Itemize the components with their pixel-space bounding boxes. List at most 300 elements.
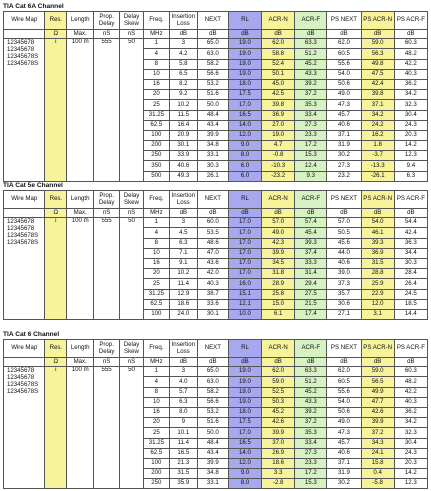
unit-cell-insertion-loss: dB (169, 209, 197, 218)
cell-freq: 10 (143, 248, 169, 258)
cell-acr-f: 27.5 (295, 289, 327, 299)
cell-acr-n: -0.8 (262, 151, 295, 161)
cell-ps-acr-n: 37.1 (361, 100, 394, 110)
cell-ps-acr-f: 32.3 (394, 428, 427, 438)
cell-rl: 18.0 (228, 407, 261, 417)
column-header-ps-acr-f: PS ACR-F (394, 340, 427, 358)
column-header-res: Res. (45, 340, 67, 358)
cell-ps-next: 62.0 (327, 367, 361, 377)
cell-freq: 62.5 (143, 120, 169, 130)
cell-insertion-loss: 16.4 (169, 120, 197, 130)
delay-skew-cell: 50 (120, 367, 144, 489)
cell-insertion-loss: 4.5 (169, 228, 197, 238)
cell-acr-n: 18.6 (262, 458, 295, 468)
cell-ps-acr-f: 30.4 (394, 110, 427, 120)
unit-cell-acr-f: dB (295, 358, 327, 367)
header-row (4, 191, 428, 209)
cell-ps-next: 47.3 (327, 100, 361, 110)
cell-rl: 8.0 (228, 151, 261, 161)
length-cell: 100 m (67, 218, 94, 320)
cell-next: 60.0 (197, 218, 228, 228)
cell-acr-n: 42.3 (262, 238, 295, 248)
cell-ps-acr-n: 34.2 (361, 110, 394, 120)
cell-acr-f: 15.3 (295, 151, 327, 161)
cell-ps-acr-n: 47.5 (361, 69, 394, 79)
column-header-acr-n: ACR-N (262, 191, 295, 209)
cell-acr-n: -10.3 (262, 161, 295, 171)
column-header-next: NEXT (197, 340, 228, 358)
unit-cell-ps-acr-f: dB (394, 358, 427, 367)
cell-next: 50.0 (197, 100, 228, 110)
cell-insertion-loss: 18.6 (169, 299, 197, 309)
cell-freq: 1 (143, 367, 169, 377)
cell-ps-next: 30.2 (327, 479, 361, 489)
cell-acr-f: 33.3 (295, 258, 327, 268)
cell-freq: 200 (143, 469, 169, 479)
res-cell: i (45, 367, 67, 489)
header-row (4, 12, 428, 30)
cell-acr-n: 36.9 (262, 110, 295, 120)
cell-rl: 19.0 (228, 387, 261, 397)
cell-freq: 16 (143, 258, 169, 268)
cell-ps-acr-f: 40.3 (394, 397, 427, 407)
wire-map-item: 12345678 (7, 225, 35, 233)
cell-acr-f: 43.3 (295, 69, 327, 79)
cell-ps-next: 50.6 (327, 407, 361, 417)
cell-acr-n: 52.4 (262, 59, 295, 69)
cell-acr-f: 37.4 (295, 248, 327, 258)
section-title: TIA Cat 6 Channel (3, 331, 60, 338)
cell-acr-n: -2.8 (262, 479, 295, 489)
cell-ps-acr-n: 54.0 (361, 218, 394, 228)
cell-acr-f: 23.3 (295, 130, 327, 140)
cell-acr-n: 39.8 (262, 100, 295, 110)
column-header-ps-next: PS NEXT (327, 340, 361, 358)
cell-rl: 8.0 (228, 479, 261, 489)
cell-insertion-loss: 4.0 (169, 377, 197, 387)
column-header-insertion-loss: Insertion Loss (169, 12, 197, 30)
cell-ps-next: 54.0 (327, 69, 361, 79)
column-header-ps-next: PS NEXT (327, 12, 361, 30)
cell-rl: 17.0 (228, 228, 261, 238)
unit-cell-ps-acr-n: dB (361, 30, 394, 39)
cell-rl: 19.0 (228, 39, 261, 49)
delay-skew-cell: 50 (120, 39, 144, 182)
wire-map-cell (4, 367, 45, 489)
cell-freq: 20 (143, 269, 169, 279)
cell-rl: 12.1 (228, 299, 261, 309)
section-title: TIA Cat 5e Channel (3, 182, 63, 189)
cell-freq: 1 (143, 39, 169, 49)
cell-ps-next: 45.7 (327, 438, 361, 448)
cell-ps-acr-f: 9.4 (394, 161, 427, 171)
cell-acr-f: 39.2 (295, 79, 327, 89)
cell-acr-f: 51.2 (295, 49, 327, 59)
cell-next: 43.4 (197, 120, 228, 130)
cell-ps-acr-f: 36.2 (394, 407, 427, 417)
column-header-insertion-loss: Insertion Loss (169, 340, 197, 358)
cell-acr-f: 9.3 (295, 171, 327, 181)
cell-ps-acr-n: 3.1 (361, 309, 394, 319)
cell-ps-next: 31.9 (327, 141, 361, 151)
cell-ps-acr-f: 30.3 (394, 258, 427, 268)
unit-cell-freq: MHz (143, 209, 169, 218)
cell-next: 30.1 (197, 309, 228, 319)
cell-ps-acr-n: 28.8 (361, 269, 394, 279)
cell-rl: 19.0 (228, 367, 261, 377)
wire-map-item: 12345678 (7, 374, 35, 382)
section-title: TIA Cat 6A Channel (3, 3, 64, 10)
unit-cell-ps-next: dB (327, 358, 361, 367)
unit-cell-res: Ω (45, 30, 67, 39)
cell-freq: 8 (143, 59, 169, 69)
cell-acr-n: 42.6 (262, 418, 295, 428)
unit-cell-length: Max. (67, 30, 94, 39)
column-header-ps-next: PS NEXT (327, 191, 361, 209)
cell-ps-next: 62.0 (327, 39, 361, 49)
cell-ps-next: 30.6 (327, 299, 361, 309)
cell-ps-next: 57.0 (327, 218, 361, 228)
spec-table (3, 190, 428, 320)
length-cell: 100 m (67, 367, 94, 489)
cell-insertion-loss: 3 (169, 39, 197, 49)
column-header-delay-skew: Delay Skew (120, 340, 144, 358)
cell-ps-acr-n: 56.3 (361, 49, 394, 59)
column-header-insertion-loss: Insertion Loss (169, 191, 197, 209)
cell-freq: 8 (143, 238, 169, 248)
cell-ps-acr-n: 15.8 (361, 458, 394, 468)
cell-acr-n: 28.9 (262, 279, 295, 289)
cell-freq: 16 (143, 79, 169, 89)
cell-rl: 17.0 (228, 258, 261, 268)
cell-acr-f: 39.2 (295, 407, 327, 417)
cell-acr-n: 50.1 (262, 69, 295, 79)
cell-acr-f: 37.2 (295, 418, 327, 428)
cell-acr-n: 25.8 (262, 289, 295, 299)
cell-ps-next: 23.2 (327, 171, 361, 181)
cell-freq: 16 (143, 407, 169, 417)
cell-ps-acr-n: 24.1 (361, 448, 394, 458)
cell-freq: 10 (143, 69, 169, 79)
unit-cell-ps-next: dB (327, 30, 361, 39)
cell-rl: 18.0 (228, 79, 261, 89)
cell-acr-n: 50.3 (262, 397, 295, 407)
column-header-res: Res. (45, 191, 67, 209)
cell-acr-n: 4.7 (262, 141, 295, 151)
cell-ps-next: 27.1 (327, 309, 361, 319)
cell-ps-acr-f: 40.3 (394, 69, 427, 79)
cell-ps-next: 40.6 (327, 448, 361, 458)
cell-ps-next: 55.6 (327, 387, 361, 397)
cell-insertion-loss: 35.9 (169, 479, 197, 489)
unit-cell-freq: MHz (143, 358, 169, 367)
cell-ps-next: 49.0 (327, 418, 361, 428)
cell-acr-f: 33.4 (295, 110, 327, 120)
unit-cell-length: Max. (67, 209, 94, 218)
cell-next: 30.3 (197, 161, 228, 171)
cell-freq: 100 (143, 309, 169, 319)
unit-cell-prop-delay: nS (94, 358, 120, 367)
cell-ps-acr-f: 36.2 (394, 79, 427, 89)
cell-insertion-loss: 5.7 (169, 387, 197, 397)
cell-ps-acr-f: 34.2 (394, 90, 427, 100)
cell-ps-acr-n: 25.9 (361, 279, 394, 289)
cell-acr-f: 63.3 (295, 367, 327, 377)
cell-ps-acr-f: 54.4 (394, 218, 427, 228)
cell-ps-next: 54.0 (327, 397, 361, 407)
length-cell: 100 m (67, 39, 94, 182)
cell-ps-acr-n: 49.9 (361, 387, 394, 397)
column-header-acr-f: ACR-F (295, 12, 327, 30)
cell-acr-n: -23.2 (262, 171, 295, 181)
cell-ps-next: 47.3 (327, 428, 361, 438)
cell-acr-f: 23.3 (295, 458, 327, 468)
wire-map-item: 12345678 (7, 218, 35, 226)
cell-ps-acr-f: 60.3 (394, 367, 427, 377)
table-row (4, 39, 428, 49)
table-section-cat6a (3, 3, 428, 182)
cell-ps-next: 39.0 (327, 269, 361, 279)
unit-cell-delay-skew: nS (120, 30, 144, 39)
cell-ps-acr-f: 20.3 (394, 130, 427, 140)
cell-ps-next: 37.1 (327, 458, 361, 468)
cell-acr-f: 29.4 (295, 279, 327, 289)
column-header-res: Res. (45, 12, 67, 30)
unit-cell-insertion-loss: dB (169, 358, 197, 367)
column-header-prop-delay: Prop. Delay (94, 12, 120, 30)
cell-acr-f: 17.4 (295, 309, 327, 319)
unit-cell-ps-next: dB (327, 209, 361, 218)
unit-cell-delay-skew: nS (120, 358, 144, 367)
cell-ps-acr-f: 42.4 (394, 228, 427, 238)
res-cell: i (45, 218, 67, 320)
cell-next: 56.6 (197, 397, 228, 407)
cell-next: 43.4 (197, 448, 228, 458)
table-section-cat6 (3, 331, 428, 489)
cell-insertion-loss: 4.2 (169, 49, 197, 59)
cell-insertion-loss: 16.5 (169, 448, 197, 458)
cell-rl: 19.0 (228, 59, 261, 69)
cell-rl: 9.0 (228, 141, 261, 151)
cell-freq: 20 (143, 90, 169, 100)
cell-rl: 17.0 (228, 428, 261, 438)
cell-acr-f: 35.3 (295, 100, 327, 110)
column-header-acr-f: ACR-F (295, 191, 327, 209)
cell-ps-acr-f: 36.3 (394, 238, 427, 248)
res-cell: i (45, 39, 67, 182)
cell-ps-acr-f: 24.3 (394, 120, 427, 130)
cell-freq: 4 (143, 228, 169, 238)
cell-acr-n: 49.0 (262, 228, 295, 238)
cell-acr-n: 15.0 (262, 299, 295, 309)
cell-ps-acr-f: 24.3 (394, 448, 427, 458)
column-header-rl: RL (228, 12, 261, 30)
cell-insertion-loss: 12.9 (169, 289, 197, 299)
cell-ps-next: 40.6 (327, 258, 361, 268)
spec-table (3, 339, 428, 489)
column-header-wire-map: Wire Map (4, 191, 45, 209)
cell-ps-acr-n: 46.1 (361, 228, 394, 238)
cell-ps-acr-f: 18.5 (394, 299, 427, 309)
column-header-freq: Freq. (143, 191, 169, 209)
unit-cell-acr-n: dB (262, 209, 295, 218)
unit-cell-insertion-loss: dB (169, 30, 197, 39)
cell-ps-acr-n: 59.0 (361, 367, 394, 377)
cell-ps-next: 45.7 (327, 110, 361, 120)
spec-table (3, 11, 428, 182)
column-header-ps-acr-n: PS ACR-N (361, 191, 394, 209)
cell-insertion-loss: 31.5 (169, 469, 197, 479)
cell-ps-acr-n: 1.8 (361, 141, 394, 151)
cell-next: 39.9 (197, 130, 228, 140)
cell-next: 38.7 (197, 289, 228, 299)
wire-map-item: 12345678 (7, 39, 35, 47)
cell-ps-acr-f: 34.2 (394, 418, 427, 428)
cell-ps-next: 37.1 (327, 130, 361, 140)
units-row (4, 30, 428, 39)
cell-freq: 250 (143, 479, 169, 489)
column-header-ps-acr-n: PS ACR-N (361, 340, 394, 358)
cell-ps-acr-f: 28.4 (394, 269, 427, 279)
cell-acr-n: 62.0 (262, 39, 295, 49)
cell-acr-f: 17.2 (295, 469, 327, 479)
cell-rl: 9.0 (228, 469, 261, 479)
cell-ps-acr-n: 47.7 (361, 397, 394, 407)
cell-rl: 15.1 (228, 289, 261, 299)
wire-map-item: 12345678 (7, 46, 35, 54)
cell-acr-f: 57.4 (295, 218, 327, 228)
cell-freq: 31.25 (143, 289, 169, 299)
unit-cell-freq: MHz (143, 30, 169, 39)
cell-acr-f: 45.2 (295, 59, 327, 69)
cell-acr-n: 34.5 (262, 258, 295, 268)
cell-ps-acr-f: 34.4 (394, 248, 427, 258)
cell-ps-acr-f: 20.3 (394, 458, 427, 468)
cell-ps-next: 60.5 (327, 49, 361, 59)
unit-cell-length: Max. (67, 358, 94, 367)
column-header-freq: Freq. (143, 12, 169, 30)
unit-cell-ps-acr-f: dB (394, 30, 427, 39)
cell-next: 33.1 (197, 151, 228, 161)
cell-freq: 200 (143, 141, 169, 151)
cell-insertion-loss: 11.5 (169, 110, 197, 120)
cell-acr-n: 37.0 (262, 438, 295, 448)
cell-ps-next: 50.5 (327, 228, 361, 238)
column-header-acr-n: ACR-N (262, 12, 295, 30)
cell-rl: 17.5 (228, 418, 261, 428)
cell-ps-acr-n: 16.2 (361, 130, 394, 140)
column-header-rl: RL (228, 340, 261, 358)
cell-acr-f: 27.3 (295, 120, 327, 130)
column-header-delay-skew: Delay Skew (120, 191, 144, 209)
unit-cell-rl: dB (228, 209, 261, 218)
cell-rl: 17.0 (228, 100, 261, 110)
cell-insertion-loss: 6.5 (169, 69, 197, 79)
cell-ps-acr-f: 6.3 (394, 171, 427, 181)
cell-insertion-loss: 3 (169, 367, 197, 377)
cell-acr-n: 58.8 (262, 49, 295, 59)
cell-insertion-loss: 9.1 (169, 258, 197, 268)
unit-cell-acr-f: dB (295, 30, 327, 39)
cell-rl: 17.0 (228, 218, 261, 228)
cell-rl: 14.0 (228, 448, 261, 458)
cell-ps-acr-n: 36.9 (361, 248, 394, 258)
cell-ps-acr-f: 14.2 (394, 141, 427, 151)
wire-map-item: 12345678S (7, 232, 39, 240)
cell-ps-acr-f: 14.4 (394, 309, 427, 319)
cell-acr-f: 45.4 (295, 228, 327, 238)
cell-freq: 100 (143, 130, 169, 140)
unit-cell-ps-acr-n: dB (361, 209, 394, 218)
cell-freq: 20 (143, 418, 169, 428)
cell-insertion-loss: 40.6 (169, 161, 197, 171)
cell-acr-n: 45.0 (262, 79, 295, 89)
cell-ps-acr-f: 42.2 (394, 59, 427, 69)
cell-freq: 250 (143, 151, 169, 161)
cell-acr-f: 43.3 (295, 397, 327, 407)
cell-acr-n: 6.1 (262, 309, 295, 319)
unit-cell-prop-delay: nS (94, 209, 120, 218)
cell-freq: 62.5 (143, 299, 169, 309)
cell-ps-next: 27.3 (327, 161, 361, 171)
cell-freq: 25 (143, 279, 169, 289)
cell-rl: 12.0 (228, 130, 261, 140)
cell-ps-acr-n: 56.5 (361, 377, 394, 387)
cell-acr-f: 39.3 (295, 238, 327, 248)
cell-acr-n: 3.3 (262, 469, 295, 479)
cell-insertion-loss: 11.4 (169, 438, 197, 448)
cell-ps-acr-f: 12.3 (394, 151, 427, 161)
cell-acr-n: 45.2 (262, 407, 295, 417)
unit-cell-wire-map (4, 358, 45, 367)
column-header-ps-acr-f: PS ACR-F (394, 12, 427, 30)
cell-insertion-loss: 9 (169, 418, 197, 428)
cell-ps-acr-f: 32.3 (394, 100, 427, 110)
cell-rl: 19.0 (228, 377, 261, 387)
cell-next: 40.3 (197, 279, 228, 289)
units-row (4, 358, 428, 367)
cell-ps-acr-f: 30.4 (394, 438, 427, 448)
cell-rl: 6.0 (228, 161, 261, 171)
cell-ps-acr-f: 48.2 (394, 49, 427, 59)
unit-cell-delay-skew: nS (120, 209, 144, 218)
cell-freq: 25 (143, 100, 169, 110)
unit-cell-wire-map (4, 209, 45, 218)
cell-next: 42.0 (197, 269, 228, 279)
cell-ps-acr-f: 12.3 (394, 479, 427, 489)
cell-next: 53.5 (197, 228, 228, 238)
cell-rl: 10.0 (228, 309, 261, 319)
cell-next: 26.1 (197, 171, 228, 181)
cell-insertion-loss: 8.0 (169, 407, 197, 417)
cell-acr-f: 37.2 (295, 90, 327, 100)
column-header-ps-acr-f: PS ACR-F (394, 191, 427, 209)
cell-acr-n: 62.0 (262, 367, 295, 377)
cell-next: 53.2 (197, 407, 228, 417)
cell-ps-acr-n: 39.9 (361, 418, 394, 428)
cell-ps-acr-n: 12.0 (361, 299, 394, 309)
wire-map-cell (4, 39, 45, 182)
cell-rl: 16.5 (228, 110, 261, 120)
table-row (4, 367, 428, 377)
column-header-length: Length (67, 12, 94, 30)
cell-acr-n: 57.0 (262, 218, 295, 228)
table-section-cat5e (3, 182, 428, 320)
cell-acr-n: 26.9 (262, 448, 295, 458)
cell-insertion-loss: 30.1 (169, 141, 197, 151)
column-header-acr-f: ACR-F (295, 340, 327, 358)
wire-map-item: 12345678S (7, 60, 39, 68)
